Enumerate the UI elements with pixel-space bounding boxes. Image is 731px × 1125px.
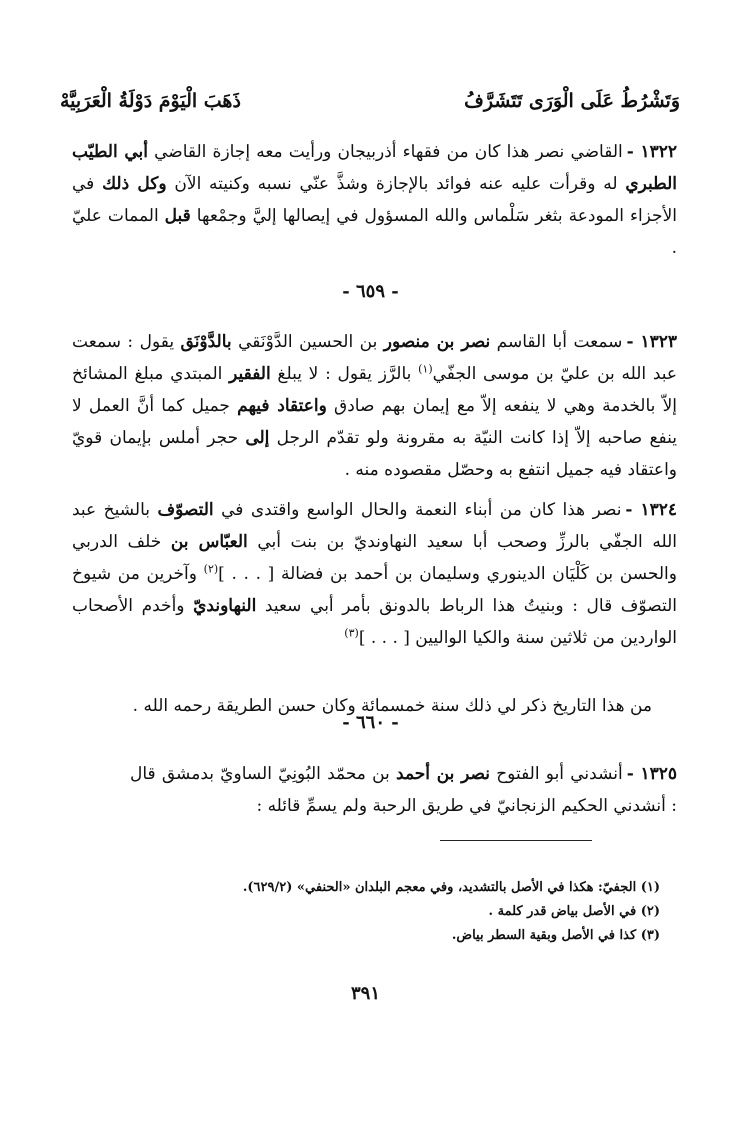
bold-term: أبي الطيّب الطبري — [72, 142, 678, 194]
verse-line — [60, 84, 680, 118]
entry-text: المبتدي مبلغ المشائخ إلاّ بالخدمة وهي لا ينفعه إلاّ مع إيمان بهم صادق — [72, 364, 678, 416]
footnote-rule — [440, 840, 592, 841]
entry-text: بن محمّد البُونِيّ الساويّ بدمشق قال : أنشدني الحكيم الزنجانيّ في طريق الرحبة ولم يسمِّ قائله : — [130, 764, 677, 816]
bold-term: بالدَّوْنَق — [180, 332, 232, 352]
person-name: نصر بن منصور — [383, 332, 491, 352]
entry-number: ١٣٢٣ - — [626, 332, 677, 352]
footnote-reference: (٣) — [344, 626, 359, 640]
entry-text: أنشدني أبو الفتوح — [489, 764, 623, 784]
bold-term: العبّاس بن — [170, 532, 248, 552]
entry-text: خلف الدربي والحسن بن كَلْيَان الدينوري وسليمان بن أحمد بن فضالة [ . . . ] — [72, 532, 677, 584]
bold-term: الفقير — [229, 364, 271, 384]
entry-text: وآخرين من شيوخ التصوّف قال : وبنيتُ هذا الرباط بالدونق بأمر أبي سعيد — [72, 564, 677, 616]
bold-term: وكل ذلك — [102, 174, 167, 194]
footnote-reference: (٢) — [203, 562, 219, 576]
entry-text: في الأجزاء المودعة بثغر سَلْماس والله المسؤول في إيصالها إليَّ وجمْعها — [72, 174, 677, 226]
person-name: نصر بن أحمد — [396, 764, 490, 784]
page-number: ٣٩١ — [350, 983, 380, 1004]
entry-text: بالرَّز يقول : لا يبلغ — [270, 364, 419, 384]
bold-term: واعتقاد فيهم — [237, 396, 327, 416]
entry-text: له وقرأت عليه عنه فوائد بالإجازة وشذَّ عنّي نسبه وكنيته الآن — [166, 174, 626, 194]
bold-term: التصوّف — [157, 500, 214, 520]
verse-hemistich-first: وَتَشْرُطُ عَلَى الْوَرَى تَتَشَرَّفُ — [464, 90, 680, 112]
entry-text: بالشيخ عبد الله الجفّي بالرزِّ وصحب أبا سعيد النهاونديّ بن بنت أبي — [72, 500, 677, 552]
entry-number: ١٣٢٥ - — [626, 764, 677, 784]
bold-term: النهاونديّ — [193, 596, 257, 616]
entry-number: ١٣٢٢ - — [626, 142, 677, 162]
entry-1324 — [72, 494, 677, 654]
entry-1323 — [72, 326, 677, 486]
entry-text: الممات عليّ . — [72, 206, 677, 258]
entry-text: جميل كما أنَّ العمل لا ينفع صاحبه إلاّ إذا كانت النيّة به مقرونة ولو تقدّم الرجل — [72, 396, 677, 448]
footnote-1: (١) الجفيّ: هكذا في الأصل بالتشديد، وفي معجم البلدان «الحنفي» (٦٢٩/٢). — [242, 880, 660, 895]
verse-hemistich-second: ذَهَبَ الْيَوْمَ دَوْلَةُ الْعَرَبِيَّهْ — [60, 90, 241, 112]
entry-1324-continuation: من هذا التاريخ ذكر لي ذلك سنة خمسمائة وكان حسن الطريقة رحمه الله . — [132, 696, 652, 716]
entry-text: نصر هذا كان من أبناء النعمة والحال الواسع واقتدى في — [213, 500, 622, 520]
entry-text: وأخدم الأصحاب الواردين من ثلاثين سنة والكيا الواليين [ . . . ] — [72, 596, 677, 648]
footnote-3: (٣) كذا في الأصل وبقية السطر بياض. — [451, 928, 660, 943]
section-separator: - ٦٥٩ - — [342, 281, 399, 302]
section-separator: - ٦٦٠ - — [342, 712, 399, 733]
entry-1325 — [130, 758, 677, 822]
entry-text: يقول : سمعت عبد الله بن عليّ بن موسى الجفّي — [72, 332, 678, 384]
entry-text: القاضي نصر هذا كان من فقهاء أذربيجان ورأيت معه إجازة القاضي — [147, 142, 623, 162]
footnote-reference: (١) — [418, 362, 433, 376]
bold-term: قبل — [164, 206, 191, 226]
bold-term: إلى — [245, 428, 270, 448]
footnote-2: (٢) في الأصل بياض قدر كلمة . — [488, 904, 660, 919]
entry-1322 — [72, 136, 677, 264]
footnotes — [242, 876, 660, 948]
entry-text: سمعت أبا القاسم — [490, 332, 623, 352]
entry-number: ١٣٢٤ - — [625, 500, 677, 520]
entry-text: حجر أملس بإيمان قويّ واعتقاد فيه جميل انتفع به وحصّل مقصوده منه . — [72, 428, 677, 480]
entry-text: بن الحسين الدَّوْنَقي — [231, 332, 384, 352]
